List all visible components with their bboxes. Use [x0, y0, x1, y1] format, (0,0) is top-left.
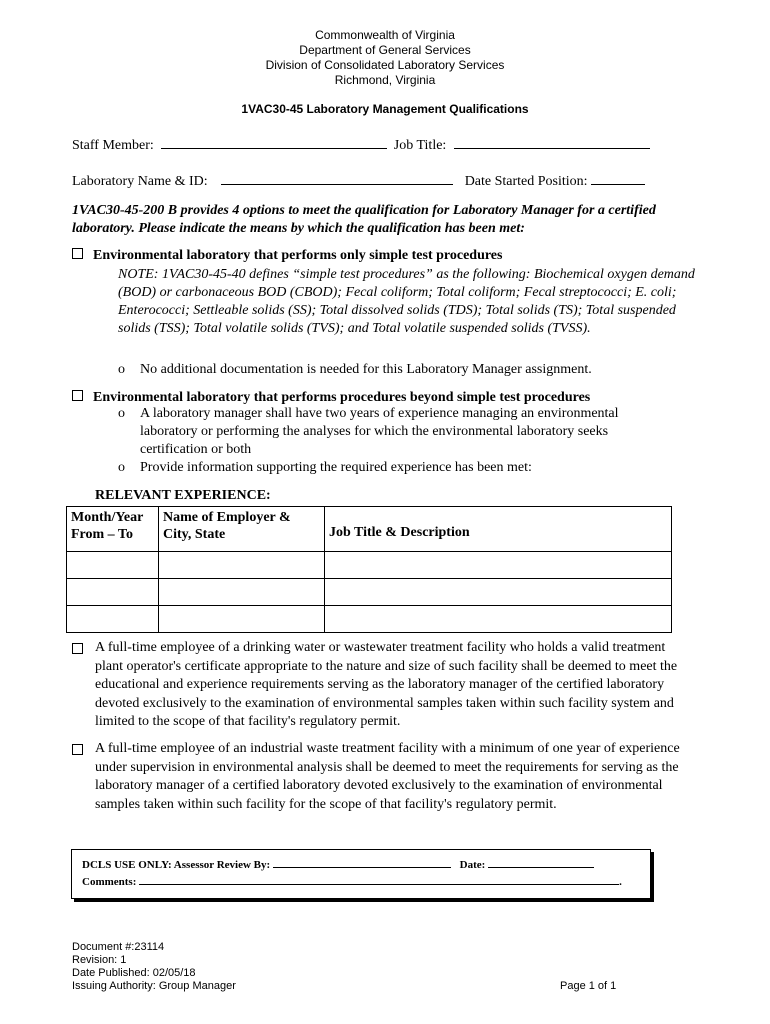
page-number: Page 1 of 1 [560, 980, 617, 992]
dcls-date-label: Date: [459, 859, 486, 871]
option-1-checkbox[interactable] [72, 248, 83, 259]
bullet-marker: o [118, 460, 125, 475]
option-3-checkbox[interactable] [72, 643, 83, 654]
option-2-bullet-1-text: A laboratory manager shall have two years of experience managing an environmental laboratory or performing the analyses for which the environmental laboratory seeks certification or both [140, 406, 619, 457]
option-2-checkbox[interactable] [72, 390, 83, 401]
option-2-bullet-1 [118, 405, 668, 459]
option-1-row [72, 246, 502, 265]
experience-table-header [67, 507, 672, 552]
option-1-note: NOTE: 1VAC30-45-40 defines “simple test procedures” as the following: Biochemical oxygen demand (BOD) or carbonaceous BOD (CBOD); Fecal coliform; Total coliform; Fecal streptococci; E. coli; Enterococci; Settleable solids (SS); Total dissolved solids (TDS); Total solids (TS); Total suspended solids (TSS); Total volatile solids (TVS); and Total volatile suspended solids (TVSS). [118, 267, 695, 336]
bullet-marker: o [118, 362, 125, 377]
relevant-experience-heading: RELEVANT EXPERIENCE: [95, 488, 271, 503]
assessor-review-label: DCLS USE ONLY: Assessor Review By: [82, 859, 271, 871]
doc-number: Document #:23114 [72, 941, 165, 953]
staff-member-row [72, 136, 650, 154]
table-row [67, 552, 672, 579]
table-cell[interactable] [67, 552, 159, 579]
bullet-marker: o [118, 406, 125, 421]
option-3-text: A full-time employee of a drinking water or wastewater treatment facility who holds a valid treatment plant operator's certificate appropriate to the nature and size of such facility shall be deemed to meet the educational and experience requirements serving as the laboratory manager of the certified laboratory devoted exclusively to the examination of environmental samples taken within such facility system and limited to the scope of that facility's regulatory permit. [95, 640, 678, 729]
option-1-bullet-text: No additional documentation is needed for this Laboratory Manager assignment. [140, 362, 592, 377]
table-cell[interactable] [67, 606, 159, 633]
lab-name-field[interactable] [221, 172, 453, 185]
date-published: Date Published: 02/05/18 [72, 967, 196, 979]
header-line-2: Department of General Services [299, 43, 471, 57]
header-line-3: Division of Consolidated Laboratory Services [265, 58, 505, 72]
experience-table [66, 506, 672, 633]
table-cell[interactable] [159, 552, 325, 579]
option-2-bullet-2-text: Provide information supporting the required experience has been met: [140, 460, 532, 475]
lab-name-row [72, 172, 645, 190]
option-2-bullet-2 [118, 459, 668, 477]
table-cell[interactable] [325, 552, 672, 579]
option-1-title: Environmental laboratory that performs only simple test procedures [93, 248, 503, 263]
col-month-year: Month/Year From – To [67, 507, 159, 552]
option-2-title: Environmental laboratory that performs procedures beyond simple test procedures [93, 390, 591, 405]
dcls-use-only-box [71, 849, 651, 899]
comments-field[interactable] [139, 874, 619, 885]
revision: Revision: 1 [72, 954, 127, 966]
option-4-checkbox-wrap [72, 742, 83, 760]
date-started-field[interactable] [591, 172, 645, 185]
table-row [67, 579, 672, 606]
issuing-authority: Issuing Authority: Group Manager [72, 980, 236, 992]
dcls-comments-row [82, 874, 622, 888]
option-1-bullet [118, 361, 678, 379]
comments-period: . [619, 876, 622, 888]
header-line-4: Richmond, Virginia [334, 73, 436, 87]
option-3-checkbox-wrap [72, 641, 83, 659]
form-title: 1VAC30-45 Laboratory Management Qualifications [241, 102, 529, 116]
document-footer [72, 941, 236, 993]
option-4-checkbox[interactable] [72, 744, 83, 755]
assessor-review-field[interactable] [273, 857, 451, 868]
dcls-date-field[interactable] [488, 857, 594, 868]
date-started-label: Date Started Position: [464, 174, 588, 189]
document-header [0, 28, 770, 88]
table-cell[interactable] [325, 606, 672, 633]
comments-label: Comments: [82, 876, 137, 888]
table-row [67, 606, 672, 633]
dcls-review-row [82, 857, 594, 871]
table-cell[interactable] [325, 579, 672, 606]
table-cell[interactable] [159, 579, 325, 606]
table-cell[interactable] [67, 579, 159, 606]
col-employer: Name of Employer & City, State [159, 507, 325, 552]
header-line-1: Commonwealth of Virginia [315, 28, 455, 42]
job-title-field[interactable] [454, 136, 650, 149]
lab-name-label: Laboratory Name & ID: [72, 174, 208, 189]
option-4-text: A full-time employee of an industrial waste treatment facility with a minimum of one year of experience under supervision in environmental analysis shall be deemed to meet the requirements for serving as the laboratory manager of a certified laboratory devoted exclusively to the examination of environmental samples taken within such facility for the scope of that facility's regulatory permit. [95, 741, 680, 812]
job-title-label: Job Title: [393, 138, 447, 153]
intro-text: 1VAC30-45-200 B provides 4 options to meet the qualification for Laboratory Manager for a certified laboratory. Please indicate the means by which the qualification has been met: [72, 203, 656, 236]
staff-member-field[interactable] [161, 136, 387, 149]
table-cell[interactable] [159, 606, 325, 633]
staff-member-label: Staff Member: [72, 138, 154, 153]
col-job-title: Job Title & Description [325, 507, 672, 552]
